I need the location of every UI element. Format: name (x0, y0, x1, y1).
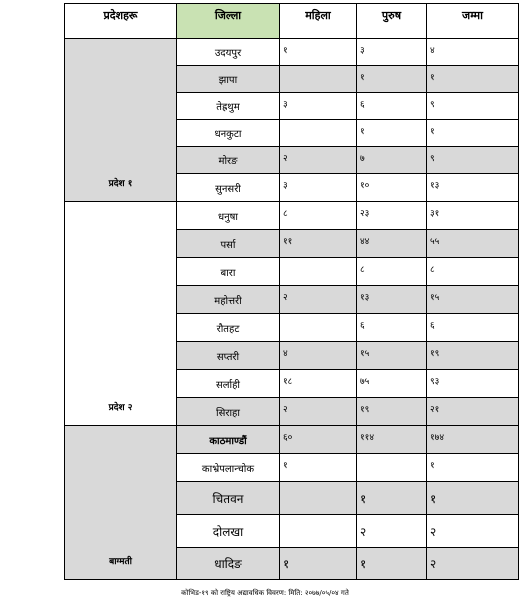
total-cell: १ (427, 482, 519, 515)
male-cell: २ (357, 515, 427, 548)
total-cell: २ (427, 515, 519, 548)
female-cell: २ (280, 286, 357, 314)
male-cell: ३ (357, 39, 427, 66)
header-total: जम्मा (427, 4, 519, 39)
district-cell: दोलखा (177, 515, 280, 548)
district-cell: काठमाण्डौं (177, 426, 280, 454)
total-cell: २१ (427, 398, 519, 426)
total-cell: ४ (427, 39, 519, 66)
female-cell: ६० (280, 426, 357, 454)
female-cell: २ (280, 398, 357, 426)
male-cell: १ (357, 482, 427, 515)
male-cell (357, 454, 427, 482)
source-footnote: कोभिड-१९ को राष्ट्रिय अद्यावधिक विवरण: मिति: २०७७/०५/०४ गते (181, 589, 349, 597)
male-cell: ८ (357, 258, 427, 286)
covid-district-table (64, 3, 519, 580)
total-cell: ६ (427, 314, 519, 342)
district-cell: तेह्रथुम (177, 93, 280, 120)
total-cell: १९ (427, 342, 519, 370)
total-cell: ९ (427, 147, 519, 174)
male-cell: ६ (357, 93, 427, 120)
district-cell: मोरङ (177, 147, 280, 174)
province-cell: बाग्मती (65, 426, 177, 580)
district-cell: सर्लाही (177, 370, 280, 398)
district-cell: महोत्तरी (177, 286, 280, 314)
female-cell: ४ (280, 342, 357, 370)
male-cell: ७५ (357, 370, 427, 398)
total-cell: ८ (427, 258, 519, 286)
female-cell (280, 314, 357, 342)
male-cell: १ (357, 120, 427, 147)
province-cell: प्रदेश २ (65, 202, 177, 426)
male-cell: १९ (357, 398, 427, 426)
district-cell: धादिङ (177, 548, 280, 580)
female-cell (280, 120, 357, 147)
table-row (65, 426, 519, 454)
total-cell: ३१ (427, 202, 519, 230)
header-female: महिला (280, 4, 357, 39)
header-district: जिल्ला (177, 4, 280, 39)
female-cell: १ (280, 548, 357, 580)
district-cell: सप्तरी (177, 342, 280, 370)
male-cell: १५ (357, 342, 427, 370)
male-cell: १० (357, 174, 427, 202)
female-cell (280, 66, 357, 93)
table-row (65, 39, 519, 66)
female-cell: २ (280, 147, 357, 174)
district-cell: उदयपुर (177, 39, 280, 66)
district-cell: सुनसरी (177, 174, 280, 202)
header-province: प्रदेशहरू (65, 4, 177, 39)
total-cell: ९ (427, 93, 519, 120)
table-header-row (65, 4, 519, 39)
male-cell: ४४ (357, 230, 427, 258)
female-cell: १ (280, 454, 357, 482)
male-cell: ११४ (357, 426, 427, 454)
total-cell: १५ (427, 286, 519, 314)
male-cell: ७ (357, 147, 427, 174)
male-cell: ६ (357, 314, 427, 342)
female-cell: ११ (280, 230, 357, 258)
female-cell (280, 482, 357, 515)
female-cell: १८ (280, 370, 357, 398)
header-male: पुरुष (357, 4, 427, 39)
district-cell: धनुषा (177, 202, 280, 230)
female-cell: ८ (280, 202, 357, 230)
female-cell: १ (280, 39, 357, 66)
female-cell: ३ (280, 93, 357, 120)
male-cell: २३ (357, 202, 427, 230)
total-cell: १७४ (427, 426, 519, 454)
total-cell: २ (427, 548, 519, 580)
female-cell (280, 515, 357, 548)
district-cell: चितवन (177, 482, 280, 515)
total-cell: १ (427, 120, 519, 147)
total-cell: १ (427, 66, 519, 93)
female-cell (280, 258, 357, 286)
total-cell: ५५ (427, 230, 519, 258)
total-cell: १३ (427, 174, 519, 202)
male-cell: १ (357, 548, 427, 580)
district-cell: काभ्रेपलान्चोक (177, 454, 280, 482)
district-cell: सिराहा (177, 398, 280, 426)
total-cell: १ (427, 454, 519, 482)
table-row (65, 202, 519, 230)
male-cell: १३ (357, 286, 427, 314)
district-cell: झापा (177, 66, 280, 93)
district-cell: रौतहट (177, 314, 280, 342)
district-cell: बारा (177, 258, 280, 286)
female-cell: ३ (280, 174, 357, 202)
male-cell: १ (357, 66, 427, 93)
province-cell: प्रदेश १ (65, 39, 177, 202)
district-cell: पर्सा (177, 230, 280, 258)
total-cell: ९३ (427, 370, 519, 398)
district-cell: धनकुटा (177, 120, 280, 147)
